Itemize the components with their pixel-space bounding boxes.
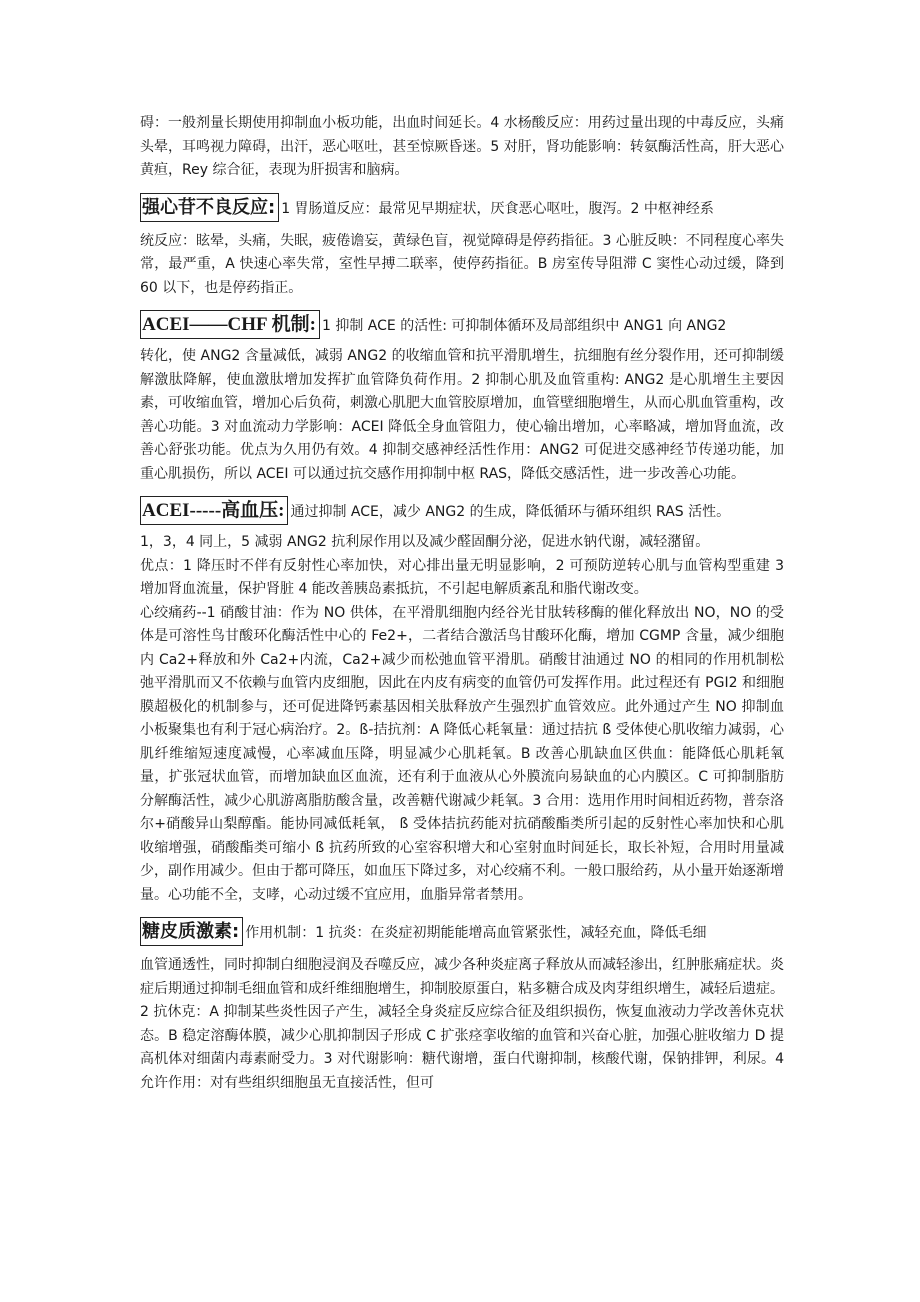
section-heading: ACEI——CHF 机制: [140, 310, 320, 339]
section-lead-text: 通过抑制 ACE，减少 ANG2 的生成，降低循环与循环组织 RAS 活性。 [290, 504, 731, 520]
section-glucocorticoid [140, 917, 784, 1095]
body-paragraph: 心绞痛药--1 硝酸甘油：作为 NO 供体，在平滑肌细胞内经谷光甘肽转移酶的催化释放出 NO，NO 的受体是可溶性鸟甘酸环化酶活性中心的 Fe2+，二者结合激活鸟甘酸环化酶，增加 CGMP 含量，减少细胞内 Ca2+释放和外 Ca2+内流，Ca2+减少而松弛血管平滑肌。硝酸甘油通过 NO 的相同的作用机制松弛平滑肌而又不依赖与血管内皮细胞，因此在内皮有病变的血管仍可发挥作用。此过程还有 PGI2 和细胞膜超极化的机制参与，还可促进降钙素基因相关肽释放产生强烈扩血管效应。此外通过产生 NO 抑制血小板聚集也有利于冠心病治疗。2。ß-拮抗剂：A 降低心耗氧量：通过拮抗 ß 受体使心肌收缩力减弱，心肌纤维缩短速度减慢，心率减血压降，明显减少心肌耗氧。B 改善心肌缺血区供血：能降低心肌耗氧量，扩张冠状血管，而增加缺血区血流，还有利于血液从心外膜流向易缺血的心内膜区。C 可抑制脂肪分解酶活性，减少心肌游离脂肪酸含量，改善糖代谢减少耗氧。3 合用：选用作用时间相近药物，普奈洛尔+硝酸异山梨醇酯。能协同减低耗氧， ß 受体拮抗药能对抗硝酸酯类所引起的反射性心率加快和心肌收缩增强，硝酸酯类可缩小 ß 抗药所致的心室容积增大和心室射血时间延长，取长补短，合用时用量减少，副作用减少。但由于都可降压，如血压下降过多，对心绞痛不利。一般口服给药，从小量开始逐渐增量。心功能不全，支哮，心动过缓不宜应用，血脂异常者禁用。 [140, 604, 784, 903]
section-heading: 强心苷不良反应: [140, 193, 279, 222]
section-acei-hypertension [140, 496, 784, 907]
body-paragraph: 血管通透性，同时抑制白细胞浸润及吞噬反应，减少各种炎症离子释放从而减轻渗出，红肿胀痛症状。炎症后期通过抑制毛细血管和成纤维细胞增生，抑制胶原蛋白，粘多糖合成及肉芽组织增生，减轻后遗症。2 抗休克：A 抑制某些炎性因子产生，减轻全身炎症反应综合征及组织损伤，恢复血液动力学改善休克状态。B 稳定溶酶体膜，减少心肌抑制因子形成 C 扩张痉挛收缩的血管和兴奋心脏，加强心脏收缩力 D 提高机体对细菌内毒素耐受力。3 对代谢影响：糖代谢增，蛋白代谢抑制，核酸代谢，保钠排钾，利尿。4 允许作用：对有些组织细胞虽无直接活性，但可 [140, 957, 784, 1091]
section-cardiac-glycoside [140, 193, 784, 301]
body-paragraph: 统反应：眩晕，头痛，失眠，疲倦谵妄，黄绿色盲，视觉障碍是停药指征。3 心脏反映：不同程度心率失常，最严重，A 快速心率失常，室性早搏二联率，使停药指征。B 房室传导阻滞 C 窦性心动过缓，降到 60 以下，也是停药指正。 [140, 232, 784, 296]
section-lead-text: 作用机制：1 抗炎：在炎症初期能能增高血管紧张性，减轻充血，降低毛细 [245, 925, 707, 941]
document-page [140, 112, 784, 1095]
section-heading: 糖皮质激素: [140, 917, 243, 946]
section-acei-chf [140, 310, 784, 486]
section-heading: ACEI-----高血压: [140, 496, 288, 525]
body-paragraph: 优点：1 降压时不伴有反射性心率加快，对心排出量无明显影响，2 可预防逆转心肌与血管构型重建 3 增加肾血流量，保护肾脏 4 能改善胰岛素抵抗，不引起电解质紊乱和脂代谢改变。 [140, 557, 784, 597]
body-paragraph: 1，3，4 同上，5 减弱 ANG2 抗利尿作用以及减少醛固酮分泌，促进水钠代谢，减轻潴留。 [140, 534, 710, 550]
body-paragraph: 碍：一般剂量长期使用抑制血小板功能，出血时间延长。4 水杨酸反应：用药过量出现的中毒反应，头痛头晕，耳鸣视力障碍，出汗，恶心呕吐，甚至惊厥昏迷。5 对肝，肾功能影响：转氨酶活性高，肝大恶心黄疸，Rey 综合征，表现为肝损害和脑病。 [140, 115, 784, 178]
body-paragraph: 转化，使 ANG2 含量减低，减弱 ANG2 的收缩血管和抗平滑肌增生，抗细胞有丝分裂作用，还可抑制缓解激肽降解，使血激肽增加发挥扩血管降负荷作用。2 抑制心肌及血管重构: ANG2 是心肌增生主要因素，可收缩血管，增加心后负荷，刺激心肌肥大血管胶原增加，血管壁细胞增生，从而心肌血管重构，改善心功能。3 对血流动力学影响：ACEI 降低全身血管阻力，使心输出增加，心率略减，增加肾血流，改善心舒张功能。优点为久用仍有效。4 抑制交感神经活性作用：ANG2 可促进交感神经节传递功能，加重心肌损伤，所以 ACEI 可以通过抗交感作用抑制中枢 RAS，降低交感活性，进一步改善心功能。 [140, 348, 784, 482]
section-lead-text: 1 胃肠道反应：最常见早期症状，厌食恶心呕吐，腹泻。2 中枢神经系 [281, 200, 714, 217]
section-lead-text: 1 抑制 ACE 的活性: 可抑制体循环及局部组织中 ANG1 向 ANG2 [322, 318, 727, 334]
